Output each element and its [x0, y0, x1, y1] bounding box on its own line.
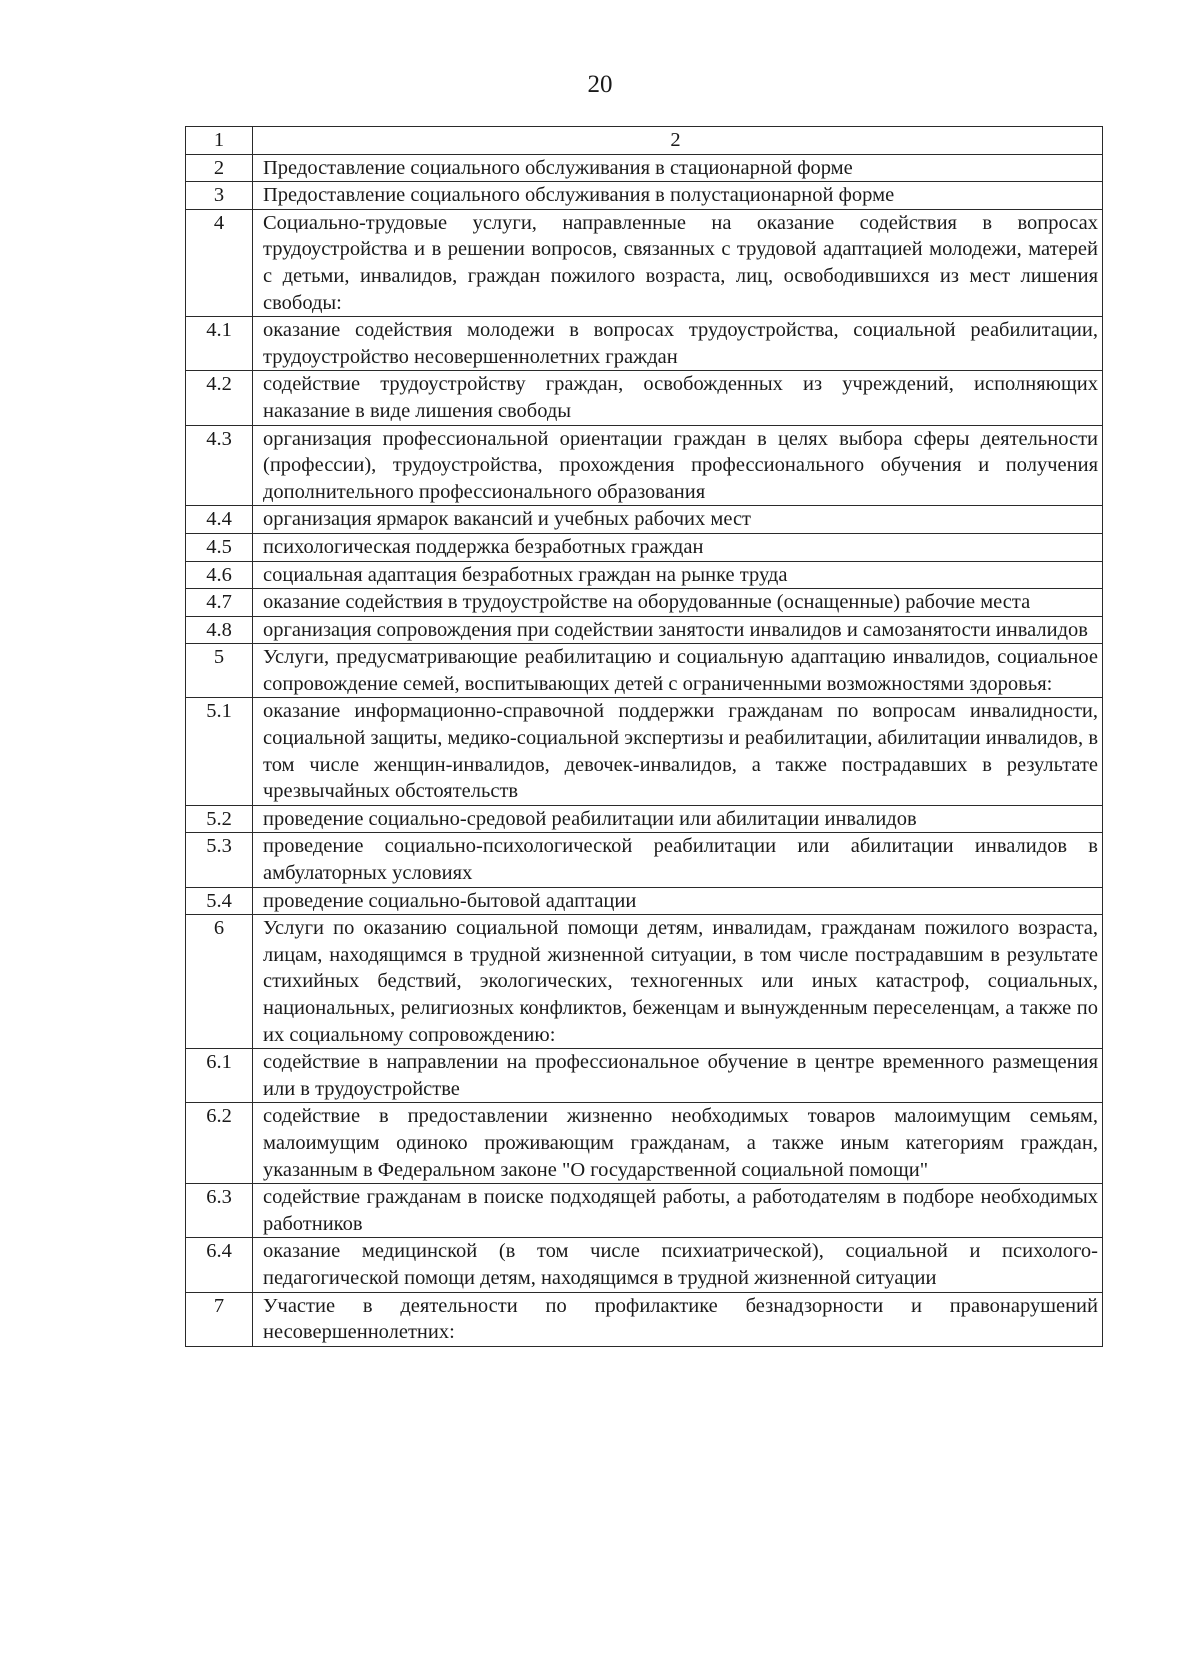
row-number: 4.6	[186, 561, 253, 589]
row-text: проведение социально-бытовой адаптации	[263, 889, 637, 912]
row-text-cell	[253, 425, 1103, 506]
row-text: оказание содействия молодежи в вопросах трудоустройства, социальной реабилитации, трудоустройство несовершеннолетних граждан	[263, 319, 1098, 368]
row-text-cell	[253, 616, 1103, 644]
row-text: содействие трудоустройству граждан, освобожденных из учреждений, исполняющих наказание в виде лишения свободы	[263, 373, 1098, 422]
row-text: Услуги по оказанию социальной помощи детям, инвалидам, гражданам пожилого возраста, лицам, находящимся в трудной жизненной ситуации, в том числе пострадавшим в результате стихийных бедствий, экологических, техногенных или иных катастроф, социальных, национальных, религиозных конфликтов, беженцам и вынужденным переселенцам, а также по их социальному сопровождению:	[263, 917, 1098, 1046]
row-number: 6.3	[186, 1184, 253, 1238]
row-text: социальная адаптация безработных граждан на рынке труда	[263, 563, 788, 586]
row-text-cell	[253, 833, 1103, 887]
row-text: проведение социально-средовой реабилитации или абилитации инвалидов	[263, 807, 917, 830]
row-number: 6.1	[186, 1049, 253, 1103]
row-number: 3	[186, 182, 253, 210]
row-number: 6.2	[186, 1103, 253, 1184]
row-text-cell	[253, 561, 1103, 589]
table-row	[186, 805, 1103, 833]
row-text-cell	[253, 317, 1103, 371]
row-text: Предоставление социального обслуживания в стационарной форме	[263, 156, 853, 179]
row-number: 5.2	[186, 805, 253, 833]
row-number: 4.8	[186, 616, 253, 644]
row-number: 5	[186, 644, 253, 698]
row-number: 4.7	[186, 589, 253, 617]
table-row	[186, 209, 1103, 316]
row-text-cell	[253, 506, 1103, 534]
services-table	[185, 126, 1103, 1347]
row-text-cell	[253, 698, 1103, 805]
row-text-cell	[253, 154, 1103, 182]
table-row	[186, 182, 1103, 210]
row-text-cell	[253, 1184, 1103, 1238]
row-text-cell	[253, 1292, 1103, 1346]
row-text-cell	[253, 805, 1103, 833]
table-row	[186, 887, 1103, 915]
row-number: 5.3	[186, 833, 253, 887]
row-text-cell	[253, 209, 1103, 316]
row-number: 7	[186, 1292, 253, 1346]
row-text: Услуги, предусматривающие реабилитацию и социальную адаптацию инвалидов, социальное сопровождение семей, воспитывающих детей с ограниченными возможностями здоровья:	[263, 646, 1098, 695]
row-number: 4.1	[186, 317, 253, 371]
table-row	[186, 561, 1103, 589]
row-text-cell	[253, 182, 1103, 210]
table-row	[186, 317, 1103, 371]
row-text: содействие в предоставлении жизненно необходимых товаров малоимущим семьям, малоимущим одиноко проживающим гражданам, а также иным категориям граждан, указанным в Федеральном законе "О государственной социальной помощи"	[263, 1105, 1098, 1181]
row-text: содействие в направлении на профессиональное обучение в центре временного размещения или в трудоустройстве	[263, 1051, 1098, 1100]
row-number: 4.2	[186, 371, 253, 425]
table-row	[186, 915, 1103, 1049]
row-text: оказание медицинской (в том числе психиатрической), социальной и психолого-педагогической помощи детям, находящимся в трудной жизненной ситуации	[263, 1240, 1098, 1289]
row-number: 4.5	[186, 533, 253, 561]
table-row	[186, 698, 1103, 805]
row-number: 6.4	[186, 1238, 253, 1292]
row-text-cell	[253, 1238, 1103, 1292]
row-text: Социально-трудовые услуги, направленные на оказание содействия в вопросах трудоустройства и в решении вопросов, связанных с трудовой адаптацией молодежи, матерей с детьми, инвалидов, граждан пожилого возраста, лиц, освободившихся из мест лишения свободы:	[263, 211, 1098, 314]
table-row	[186, 1103, 1103, 1184]
table-row	[186, 833, 1103, 887]
table-header-row	[186, 127, 1103, 155]
row-number: 4.4	[186, 506, 253, 534]
row-number: 5.4	[186, 887, 253, 915]
row-number: 5.1	[186, 698, 253, 805]
row-text: организация сопровождения при содействии занятости инвалидов и самозанятости инвалидов	[263, 618, 1088, 641]
row-text-cell	[253, 533, 1103, 561]
table-row	[186, 425, 1103, 506]
header-col-number: 1	[186, 127, 253, 155]
row-number: 4.3	[186, 425, 253, 506]
page-number: 20	[587, 71, 613, 98]
table-row	[186, 533, 1103, 561]
table-row	[186, 644, 1103, 698]
row-text: организация профессиональной ориентации граждан в целях выбора сферы деятельности (профессии), трудоустройства, прохождения профессионального обучения и получения дополнительного профессионального образования	[263, 427, 1098, 503]
table-row	[186, 589, 1103, 617]
table-row	[186, 371, 1103, 425]
row-text-cell	[253, 887, 1103, 915]
row-text-cell	[253, 1049, 1103, 1103]
row-text: содействие гражданам в поиске подходящей работы, а работодателям в подборе необходимых работников	[263, 1186, 1098, 1235]
table-row	[186, 154, 1103, 182]
row-text: организация ярмарок вакансий и учебных рабочих мест	[263, 508, 752, 531]
row-text-cell	[253, 371, 1103, 425]
row-text: психологическая поддержка безработных граждан	[263, 535, 704, 558]
table-row	[186, 616, 1103, 644]
row-text: Предоставление социального обслуживания в полустационарной форме	[263, 184, 895, 207]
table-row	[186, 506, 1103, 534]
row-text: оказание содействия в трудоустройстве на оборудованные (оснащенные) рабочие места	[263, 591, 1031, 614]
row-text-cell	[253, 589, 1103, 617]
table-row	[186, 1292, 1103, 1346]
table-row	[186, 1184, 1103, 1238]
row-number: 6	[186, 915, 253, 1049]
row-text: проведение социально-психологической реабилитации или абилитации инвалидов в амбулаторных условиях	[263, 835, 1098, 885]
table-row	[186, 1049, 1103, 1103]
row-text-cell	[253, 915, 1103, 1049]
row-text-cell	[253, 1103, 1103, 1184]
row-text: Участие в деятельности по профилактике безнадзорности и правонарушений несовершеннолетних:	[263, 1294, 1098, 1344]
row-text-cell	[253, 644, 1103, 698]
table-row	[186, 1238, 1103, 1292]
header-col-text: 2	[253, 127, 1103, 155]
row-number: 4	[186, 209, 253, 316]
row-number: 2	[186, 154, 253, 182]
row-text: оказание информационно-справочной поддержки гражданам по вопросам инвалидности, социальной защиты, медико-социальной экспертизы и реабилитации, абилитации инвалидов, в том числе женщин-инвалидов, девочек-инвалидов, а также пострадавших в результате чрезвычайных обстоятельств	[263, 700, 1098, 803]
